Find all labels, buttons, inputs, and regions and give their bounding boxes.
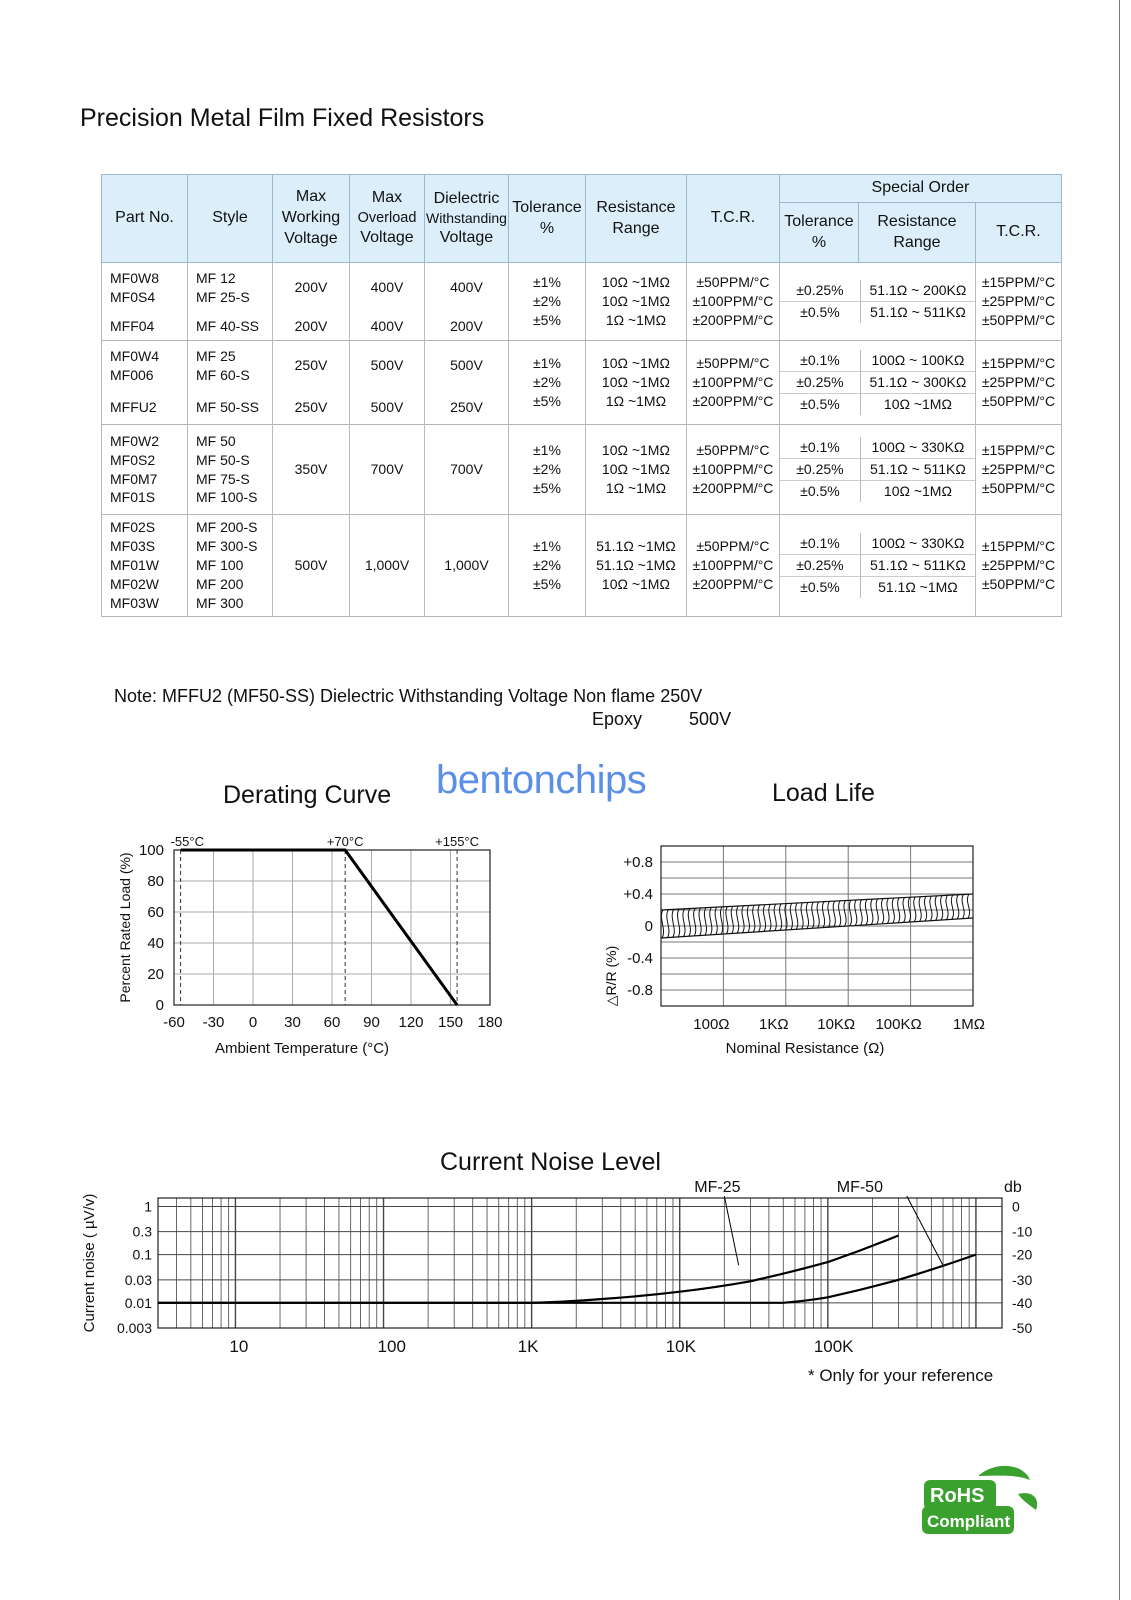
tolerance-cell: ±1% ±2% ±5%	[508, 341, 585, 425]
part-no-cell: MF0W4 MF006	[102, 341, 188, 391]
so-tolerance-cell: ±0.25%	[780, 555, 861, 577]
resistance-cell: 10Ω ~1MΩ 10Ω ~1MΩ 1Ω ~1MΩ	[585, 425, 686, 515]
load-life-band-stroke	[699, 908, 701, 936]
x-tick-label: 100K	[813, 1337, 854, 1356]
load-life-band-stroke	[855, 900, 857, 925]
y-tick-label: 20	[147, 966, 164, 983]
page-title: Precision Metal Film Fixed Resistors	[80, 104, 485, 132]
so-resistance-cell: 10Ω ~1MΩ	[860, 480, 975, 501]
y-axis-label: Percent Rated Load (%)	[117, 852, 133, 1003]
y-tick-label: 0.003	[116, 1320, 152, 1336]
header-special-order: Special Order	[779, 175, 1061, 203]
header-part-no: Part No.	[102, 175, 188, 263]
special-order-row	[780, 576, 975, 597]
x-tick-label: 30	[284, 1014, 301, 1031]
load-life-band-stroke	[930, 896, 932, 920]
spec-table	[101, 174, 1062, 617]
load-life-band-stroke	[817, 902, 819, 928]
temperature-annotation: +70°C	[326, 834, 364, 849]
y2-tick-label: -40	[1012, 1294, 1033, 1311]
table-row	[102, 515, 1062, 617]
y-tick-label: -0.8	[627, 982, 653, 999]
dielectric-voltage-cell: 1,000V	[425, 515, 509, 617]
load-life-band-stroke	[769, 904, 771, 931]
derating-title: Derating Curve	[223, 781, 392, 809]
so-tcr-cell: ±15PPM/°C ±25PPM/°C ±50PPM/°C	[975, 515, 1061, 617]
working-voltage-cell: 200V	[273, 263, 350, 313]
dielectric-voltage-cell: 250V	[425, 391, 509, 425]
note-text: Note: MFFU2 (MF50-SS) Dielectric Withstanding Voltage Non flame 250V	[114, 686, 703, 706]
working-voltage-cell: 250V	[273, 341, 350, 391]
rohs-label: RoHS	[930, 1485, 985, 1507]
x-tick-label: 100KΩ	[875, 1016, 922, 1033]
resistance-cell: 51.1Ω ~1MΩ 51.1Ω ~1MΩ 10Ω ~1MΩ	[585, 515, 686, 617]
x-tick-label: 1MΩ	[952, 1016, 986, 1033]
resistance-cell: 10Ω ~1MΩ 10Ω ~1MΩ 1Ω ~1MΩ	[585, 263, 686, 341]
y-tick-label: 0.03	[124, 1271, 152, 1288]
load-life-band-stroke	[957, 895, 959, 919]
table-row	[102, 425, 1062, 515]
watermark-text: bentonchips	[436, 758, 647, 802]
tcr-cell: ±50PPM/°C ±100PPM/°C ±200PPM/°C	[686, 341, 779, 425]
load-life-band-stroke	[951, 895, 953, 919]
special-order-row	[780, 280, 975, 301]
load-life-band-stroke	[962, 894, 964, 918]
so-tolerance-cell: ±0.25%	[780, 280, 861, 301]
loadlife-chart	[595, 838, 1005, 1058]
load-life-band-stroke	[839, 901, 841, 927]
derating-line	[181, 850, 458, 1005]
load-life-band-stroke	[672, 909, 674, 937]
load-life-band-stroke	[763, 905, 765, 932]
overload-voltage-cell: 400V	[350, 313, 425, 341]
load-life-band-stroke	[941, 895, 943, 919]
special-order-subtable	[780, 280, 975, 323]
load-life-band-stroke	[661, 910, 663, 938]
header-so-tcr: T.C.R.	[975, 203, 1061, 263]
load-life-band-stroke	[694, 908, 696, 936]
so-tcr-cell: ±15PPM/°C ±25PPM/°C ±50PPM/°C	[975, 425, 1061, 515]
so-resistance-cell: 51.1Ω ~ 511KΩ	[860, 302, 975, 323]
load-life-lower-bound	[661, 918, 973, 938]
load-life-band-stroke	[710, 907, 712, 934]
working-voltage-cell: 250V	[273, 391, 350, 425]
tolerance-cell: ±1% ±2% ±5%	[508, 263, 585, 341]
temperature-annotation: +155°C	[435, 834, 480, 849]
overload-voltage-cell: 700V	[350, 425, 425, 515]
tolerance-cell: ±1% ±2% ±5%	[508, 515, 585, 617]
y-axis-label: △R/R (%)	[603, 945, 619, 1007]
reference-note: * Only for your reference	[808, 1366, 994, 1385]
load-life-band-stroke	[678, 909, 680, 937]
y2-tick-label: -30	[1012, 1271, 1033, 1288]
special-order-row	[780, 555, 975, 577]
so-resistance-cell: 51.1Ω ~ 300KΩ	[860, 372, 975, 394]
special-order-row	[780, 302, 975, 323]
load-life-band-stroke	[844, 900, 846, 926]
x-tick-label: 90	[363, 1014, 380, 1031]
x-tick-label: 10	[229, 1337, 249, 1356]
x-tick-label: 60	[323, 1014, 341, 1031]
so-tolerance-cell: ±0.25%	[780, 372, 861, 394]
load-life-band-stroke	[704, 908, 706, 935]
temperature-annotation: -55°C	[170, 834, 204, 849]
y-tick-label: 0	[644, 918, 653, 935]
x-tick-label: 100Ω	[693, 1016, 730, 1033]
x-tick-label: 0	[248, 1014, 258, 1031]
load-life-band-stroke	[882, 898, 884, 923]
x-tick-label: -60	[163, 1014, 185, 1031]
rohs-logo	[918, 1462, 1043, 1537]
special-order-row	[780, 350, 975, 371]
load-life-band-stroke	[806, 902, 808, 928]
y2-tick-label: 0	[1012, 1198, 1020, 1215]
load-life-band-stroke	[774, 904, 776, 931]
x-tick-label: 120	[398, 1014, 424, 1031]
resistance-cell: 10Ω ~1MΩ 10Ω ~1MΩ 1Ω ~1MΩ	[585, 341, 686, 425]
so-tcr-cell: ±15PPM/°C ±25PPM/°C ±50PPM/°C	[975, 341, 1061, 425]
rohs-compliant-label: Compliant	[927, 1512, 1011, 1531]
special-order-cell	[779, 425, 975, 515]
dielectric-voltage-cell: 700V	[425, 425, 509, 515]
load-life-band-stroke	[758, 905, 760, 932]
overload-voltage-cell: 1,000V	[350, 515, 425, 617]
so-tolerance-cell: ±0.5%	[780, 480, 861, 501]
header-so-resistance: Resistance Range	[858, 203, 975, 263]
tcr-cell: ±50PPM/°C ±100PPM/°C ±200PPM/°C	[686, 263, 779, 341]
y-tick-label: 1	[144, 1198, 152, 1215]
note-epoxy	[592, 709, 731, 730]
load-life-band-stroke	[924, 896, 926, 921]
load-life-band-stroke	[726, 907, 728, 934]
y2-tick-label: -20	[1012, 1246, 1033, 1263]
y-tick-label: 60	[147, 904, 164, 921]
x-tick-label: 10KΩ	[817, 1016, 856, 1033]
dielectric-voltage-cell: 200V	[425, 313, 509, 341]
table-row	[102, 263, 1062, 313]
special-order-cell	[779, 341, 975, 425]
y-axis-label: Current noise ( µV/v)	[81, 1193, 98, 1333]
x-tick-label: 1K	[517, 1337, 539, 1356]
so-tolerance-cell: ±0.5%	[780, 576, 861, 597]
so-tolerance-cell: ±0.1%	[780, 533, 861, 554]
note-epoxy-value: 500V	[689, 709, 732, 729]
load-life-band-stroke	[935, 896, 937, 920]
so-resistance-cell: 100Ω ~ 100KΩ	[871, 352, 965, 369]
load-life-band-stroke	[967, 894, 969, 918]
header-style: Style	[188, 175, 273, 263]
load-life-band-stroke	[865, 899, 867, 924]
header-resistance: Resistance Range	[585, 175, 686, 263]
header-tcr: T.C.R.	[686, 175, 779, 263]
loadlife-title: Load Life	[772, 779, 875, 807]
spec-table-body	[102, 263, 1062, 617]
so-resistance-cell: 51.1Ω ~ 200KΩ	[869, 282, 967, 299]
y-tick-label: 0	[155, 997, 164, 1014]
x-tick-label: 150	[437, 1014, 464, 1031]
so-tolerance-cell: ±0.5%	[780, 302, 861, 323]
so-resistance-cell: 10Ω ~1MΩ	[860, 393, 975, 414]
y-tick-label: +0.4	[623, 886, 653, 903]
working-voltage-cell: 200V	[273, 313, 350, 341]
special-order-row	[780, 480, 975, 501]
special-order-cell	[779, 515, 975, 617]
load-life-band-stroke	[753, 905, 755, 932]
load-life-band-stroke	[688, 909, 690, 937]
style-cell: MF 25 MF 60-S	[188, 341, 273, 391]
working-voltage-cell: 500V	[273, 515, 350, 617]
load-life-band-stroke	[914, 897, 916, 922]
load-life-band-stroke	[683, 909, 685, 937]
plot-frame	[158, 1198, 1002, 1328]
special-order-row	[780, 533, 975, 554]
y-tick-label: 0.01	[124, 1294, 152, 1311]
tcr-cell: ±50PPM/°C ±100PPM/°C ±200PPM/°C	[686, 425, 779, 515]
y-tick-label: 0.3	[132, 1223, 152, 1240]
derating-chart	[100, 822, 520, 1067]
overload-voltage-cell: 500V	[350, 341, 425, 391]
load-life-band-stroke	[828, 901, 830, 927]
x-tick-label: -30	[202, 1014, 225, 1031]
part-no-cell: MF02S MF03S MF01W MF02W MF03W	[102, 515, 188, 617]
series-label: MF-50	[836, 1179, 883, 1196]
overload-voltage-cell: 500V	[350, 391, 425, 425]
special-order-cell	[779, 263, 975, 341]
x-tick-label: 10K	[665, 1337, 696, 1356]
so-resistance-cell: 100Ω ~ 330KΩ	[871, 535, 965, 552]
so-resistance-cell: 51.1Ω ~ 511KΩ	[860, 555, 975, 577]
so-tolerance-cell: ±0.1%	[780, 437, 861, 458]
series-label: MF-25	[694, 1179, 741, 1196]
load-life-band-stroke	[946, 895, 948, 919]
part-no-cell: MFFU2	[102, 391, 188, 425]
style-cell: MF 40-SS	[188, 313, 273, 341]
y2-axis-label: db	[1004, 1179, 1022, 1196]
tolerance-cell: ±1% ±2% ±5%	[508, 425, 585, 515]
header-max-overload: Max Overload Voltage	[350, 175, 425, 263]
y-tick-label: -0.4	[627, 950, 653, 967]
style-cell: MF 50 MF 50-S MF 75-S MF 100-S	[188, 425, 273, 515]
load-life-band-stroke	[860, 900, 862, 925]
so-resistance-cell: 51.1Ω ~1MΩ	[860, 576, 975, 597]
y-tick-label: +0.8	[623, 854, 653, 871]
load-life-band-stroke	[887, 898, 889, 923]
special-order-subtable	[780, 533, 975, 598]
load-life-band-stroke	[876, 899, 878, 924]
noise-series-mf-25	[158, 1235, 898, 1302]
header-max-working: Max Working Voltage	[273, 175, 350, 263]
header-dielectric: Dielectric Withstanding Voltage	[425, 175, 509, 263]
load-life-band-stroke	[801, 903, 803, 929]
noise-title: Current Noise Level	[440, 1148, 661, 1176]
x-tick-label: 180	[477, 1014, 503, 1031]
load-life-band-stroke	[919, 897, 921, 922]
y-tick-label: 0.1	[132, 1246, 152, 1263]
part-no-cell: MFF04	[102, 313, 188, 341]
load-life-band-stroke	[812, 902, 814, 928]
noise-chart	[70, 1176, 1050, 1366]
table-row	[102, 341, 1062, 391]
load-life-band-stroke	[667, 910, 669, 938]
working-voltage-cell: 350V	[273, 425, 350, 515]
so-resistance-cell: 51.1Ω ~ 511KΩ	[860, 459, 975, 481]
noise-series-mf-50	[158, 1255, 976, 1303]
part-no-cell: MF0W8 MF0S4	[102, 263, 188, 313]
load-life-band-stroke	[796, 903, 798, 929]
header-so-tolerance: Tolerance %	[779, 203, 858, 263]
special-order-row	[780, 372, 975, 394]
special-order-subtable	[780, 350, 975, 415]
load-life-band-stroke	[849, 900, 851, 926]
so-tolerance-cell: ±0.1%	[780, 350, 861, 371]
tcr-cell: ±50PPM/°C ±100PPM/°C ±200PPM/°C	[686, 515, 779, 617]
y-tick-label: 80	[147, 873, 164, 890]
style-cell: MF 50-SS	[188, 391, 273, 425]
dielectric-voltage-cell: 500V	[425, 341, 509, 391]
style-cell: MF 200-S MF 300-S MF 100 MF 200 MF 300	[188, 515, 273, 617]
so-tolerance-cell: ±0.5%	[780, 393, 861, 414]
x-axis-label: Nominal Resistance (Ω)	[725, 1040, 885, 1057]
overload-voltage-cell: 400V	[350, 263, 425, 313]
so-tolerance-cell: ±0.25%	[780, 459, 861, 481]
load-life-band-stroke	[871, 899, 873, 924]
header-tolerance: Tolerance %	[508, 175, 585, 263]
y-tick-label: 40	[147, 935, 164, 952]
x-axis-label: Ambient Temperature (°C)	[214, 1040, 390, 1057]
load-life-band-stroke	[822, 902, 824, 928]
part-no-cell: MF0W2 MF0S2 MF0M7 MF01S	[102, 425, 188, 515]
load-life-band-stroke	[833, 901, 835, 927]
so-resistance-cell: 100Ω ~ 330KΩ	[871, 439, 965, 456]
special-order-subtable	[780, 437, 975, 502]
y-tick-label: 100	[138, 842, 164, 859]
x-tick-label: 100	[377, 1337, 406, 1356]
load-life-band-stroke	[720, 907, 722, 934]
y2-tick-label: -10	[1012, 1223, 1033, 1240]
special-order-row	[780, 459, 975, 481]
special-order-row	[780, 393, 975, 414]
y2-tick-label: -50	[1012, 1320, 1033, 1336]
so-tcr-cell: ±15PPM/°C ±25PPM/°C ±50PPM/°C	[975, 263, 1061, 341]
style-cell: MF 12 MF 25-S	[188, 263, 273, 313]
x-tick-label: 1KΩ	[759, 1016, 789, 1033]
dielectric-voltage-cell: 400V	[425, 263, 509, 313]
load-life-band-stroke	[715, 907, 717, 934]
note-epoxy-label: Epoxy	[592, 709, 643, 729]
special-order-row	[780, 437, 975, 458]
